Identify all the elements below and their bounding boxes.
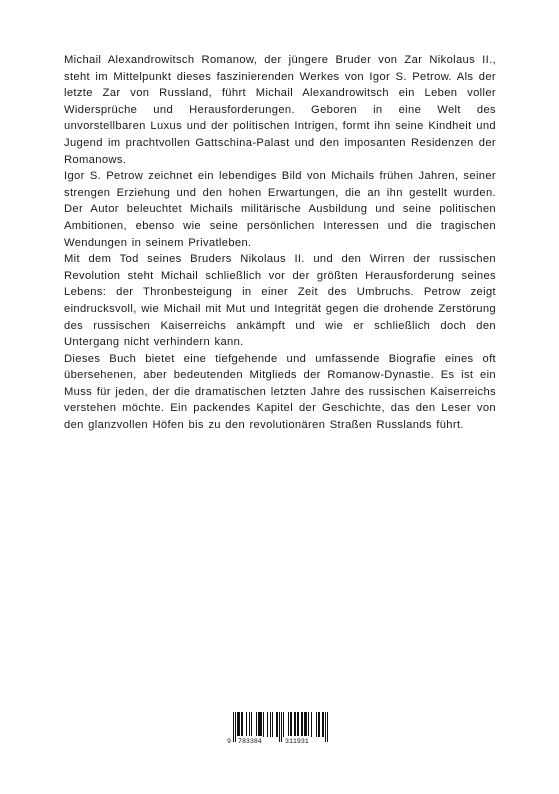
barcode-bar [308,712,309,737]
barcode-first-digit: 9 [226,736,232,748]
barcode-bar [277,712,278,737]
barcode-bar [304,712,305,737]
barcode-bar [297,712,298,737]
barcode-left-digits: 783384 [237,736,263,748]
barcode-bar [288,712,289,737]
barcode-bar [246,712,247,737]
barcode-bar [270,712,271,737]
barcode-bar [263,712,264,737]
barcode-bar [323,712,324,737]
barcode-bar [241,712,242,737]
blurb-paragraph-2: Igor S. Petrow zeichnet ein lebendiges Bild von Michails frühen Jahren, seiner strengen Erziehung und den hohen Erwartungen, die an ihn gestellt wurden. Der Autor beleuchtet Michails militärische Ausbildung und seine politischen Ambitionen, ebenso wie seine persönlichen Interessen und die tragischen Wendungen in seinem Privatleben. [64,170,496,249]
barcode-bar [283,712,284,737]
barcode-bar [319,712,320,737]
barcode-bar [256,712,257,737]
barcode-bar [290,712,291,737]
barcode-bar [242,712,243,737]
barcode-right-digits: 311931 [284,736,310,748]
barcode-bar [267,712,268,737]
barcode-bar [276,712,277,737]
barcode-bar [238,712,239,737]
blurb-paragraph-4: Dieses Buch bietet eine tiefgehende und umfassende Biografie eines oft übersehenen, aber bedeutenden Mitglieds der Romanow-Dynastie. Es ist ein Muss für jeden, der die dramatischen letzten Jahre des russischen Kaiserreichs verstehen möchte. Ein packendes Kapitel der Geschichte, das den Leser von den glanzvollen Höfen bis zu den revolutionären Straßen Russlands führt. [64,352,496,432]
barcode-bar [259,712,260,737]
barcode-bar [272,712,273,737]
barcode-bar [298,712,299,737]
barcode-bar [311,712,312,737]
barcode-bar [302,712,303,737]
barcode-digits [227,736,333,748]
isbn-barcode [227,712,333,748]
barcode-bar [306,712,307,737]
back-cover-blurb [64,52,496,434]
barcode-bar [239,712,240,737]
barcode-bar [291,712,292,737]
barcode-bar [318,712,319,737]
blurb-paragraph-3: Mit dem Tod seines Bruders Nikolaus II. und den Wirren der russischen Revolution steht Michail schließlich vor der größten Herausforderung seines Lebens: der Thronbesteigung in einer Zeit des Umbruchs. Petrow zeigt eindrucksvoll, wie Michail mit Mut und Integrität gegen die drohende Zerstörung des russischen Kaiserreichs ankämpft und wie er schließlich doch den Untergang nicht verhindern kann. [64,253,496,349]
barcode-bar [249,712,250,737]
barcode-bar [260,712,261,737]
barcode-bar [258,712,259,737]
barcode-bar [261,712,262,737]
barcode-bar [301,712,302,737]
barcode-bar [251,712,252,737]
barcode-bar [237,712,238,737]
barcode-bar [295,712,296,737]
barcode-bar [322,712,323,737]
blurb-paragraph-1: Michail Alexandrowitsch Romanow, der jüngere Bruder von Zar Nikolaus II., steht im Mittelpunkt dieses faszinierenden Werkes von Igor S. Petrow. Als der letzte Zar von Russland, führt Michail Alexandrowitsch ein Leben voller Widersprüche und Herausforderungen. Geboren in eine Welt des unvorstellbaren Luxus und der politischen Intrigen, formt ihn seine Kindheit und Jugend im prachtvollen Gattschina-Palast und den imposanten Residenzen der Romanows. [64,54,496,166]
barcode-bar [305,712,306,737]
barcode-bar [316,712,317,737]
barcode-bar [294,712,295,737]
